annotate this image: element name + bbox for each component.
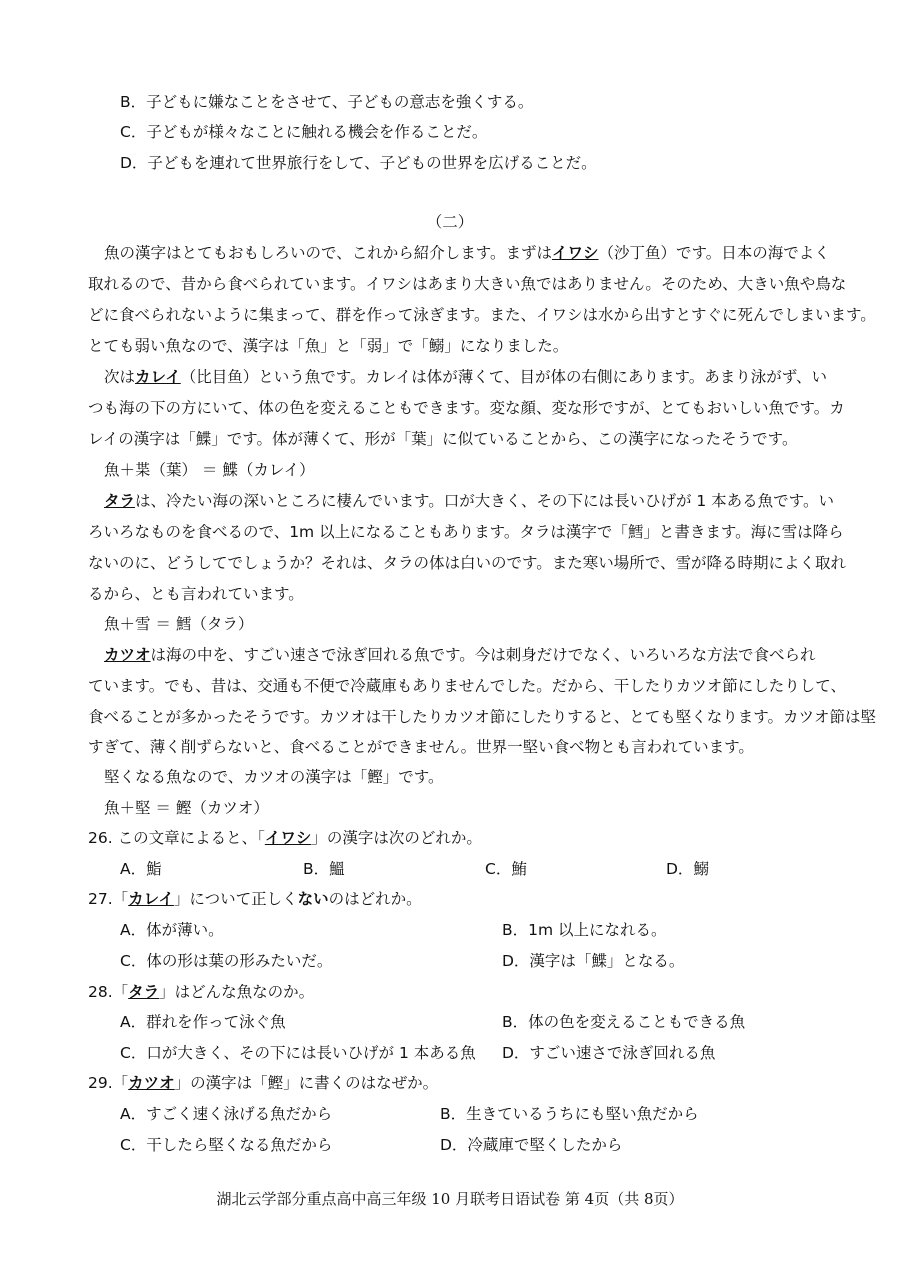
keyword-karei: カレイ <box>135 368 181 386</box>
passage-p4-line4: すぎて、薄く削ずらないと、食べることができません。世界一堅い食べ物とも言われています。 <box>88 738 754 756</box>
question-keyword: イワシ <box>264 829 312 847</box>
question-text: 」について正しく <box>173 890 298 908</box>
formula-katsuo: 魚＋堅 ＝ 鰹（カツオ） <box>104 799 269 817</box>
q28-option-c[interactable]: C．口が大きく、その下には長いひげが 1 本ある魚 <box>120 1044 476 1062</box>
page-footer: 湖北云学部分重点高中高三年级 10 月联考日语试卷 第 4页（共 8页） <box>216 1190 684 1208</box>
passage-text: は海の中を、すごい速さで泳ぎ回れる魚です。今は刺身だけでなく、いろいろな方法で食べられ <box>150 646 816 664</box>
passage-p4-line3: 食べることが多かったそうです。カツオは干したりカツオ節にしたりすると、とても堅くなります。カツオ節は堅 <box>88 708 877 726</box>
passage-p2-line3: レイの漢字は「鰈」です。体が薄くて、形が「葉」に似ていることから、この漢字になったそうです。 <box>88 430 798 448</box>
question-negation: ない <box>297 890 329 908</box>
passage-p4-line1 <box>104 645 815 665</box>
question-keyword: カレイ <box>128 890 174 908</box>
passage-p1-line4: とても弱い魚なので、漢字は「魚」と「弱」で「鰯」になりました。 <box>88 337 569 355</box>
question-29 <box>88 1073 438 1093</box>
q26-option-b[interactable]: B．鰮 <box>303 860 345 878</box>
question-text: 27.「 <box>88 890 129 908</box>
passage-p1-line1 <box>104 243 830 263</box>
question-keyword: カツオ <box>128 1074 175 1092</box>
section-title: （二） <box>426 213 474 231</box>
passage-p1-line3: どに食べられないように集まって、群を作って泳ぎます。また、イワシは水から出すとすぐに死んでしまいます。 <box>88 306 876 324</box>
prev-option-b: B．子どもに嫌なことをさせて、子どもの意志を強くする。 <box>120 93 534 111</box>
q28-option-d[interactable]: D．すごい速さで泳ぎ回れる魚 <box>502 1044 716 1062</box>
passage-p3-line1 <box>104 491 834 511</box>
q27-option-a[interactable]: A．体が薄い。 <box>120 921 224 939</box>
question-text: のはどれか。 <box>328 890 422 908</box>
passage-p3-line4: るから、とも言われています。 <box>88 585 304 603</box>
q29-option-c[interactable]: C．干したら堅くなる魚だから <box>120 1136 333 1154</box>
passage-text: 次は <box>104 368 136 386</box>
passage-p2-line1 <box>104 367 827 387</box>
q27-option-b[interactable]: B．1m 以上になれる。 <box>502 921 667 939</box>
q26-option-d[interactable]: D．鰯 <box>666 860 709 878</box>
q27-option-c[interactable]: C．体の形は葉の形みたいだ。 <box>120 952 333 970</box>
question-text: 28.「 <box>88 983 129 1001</box>
passage-p4-line2: ています。でも、昔は、交通も不便で冷蔵庫もありませんでした。だから、干したりカツオ節にしたりして、 <box>88 677 846 695</box>
keyword-katsuo: カツオ <box>104 646 151 664</box>
q26-option-c[interactable]: C．鮪 <box>485 860 527 878</box>
q29-option-a[interactable]: A．すごく速く泳げる魚だから <box>120 1105 333 1123</box>
passage-text: という魚です。カレイは体が薄くて、目が体の右側にあります。あまり泳がず、い <box>258 368 827 386</box>
passage-p2-line2: つも海の下の方にいて、体の色を変えることもできます。変な顔、変な形ですが、とてもおいしい魚です。カ <box>88 399 845 417</box>
keyword-tara: タラ <box>104 492 136 510</box>
formula-karei: 魚＋枼（葉） ＝ 鰈（カレイ） <box>104 461 315 479</box>
question-text: 29.「 <box>88 1074 129 1092</box>
prev-option-c: C．子どもが様々なことに触れる機会を作ることだ。 <box>120 123 488 141</box>
q26-option-a[interactable]: A．鮨 <box>120 860 162 878</box>
formula-tara: 魚＋雪 ＝ 鱈（タラ） <box>104 615 254 633</box>
q27-option-d[interactable]: D．漢字は「鰈」となる。 <box>502 952 685 970</box>
question-27 <box>88 889 422 909</box>
q28-option-a[interactable]: A．群れを作って泳ぐ魚 <box>120 1013 286 1031</box>
passage-text: 魚の漢字はとてもおもしろいので、これから紹介します。まずは <box>104 244 552 262</box>
passage-p3-line2: ろいろなものを食べるので、1m 以上になることもあります。タラは漢字で「鱈」と書きます。海に雪は降ら <box>88 523 844 541</box>
question-keyword: タラ <box>128 983 160 1001</box>
chinese-gloss: （沙丁鱼） <box>598 244 676 262</box>
prev-option-d: D．子どもを連れて世界旅行をして、子どもの世界を広げることだ。 <box>120 154 597 172</box>
question-26 <box>88 828 482 848</box>
passage-text: です。日本の海でよく <box>675 244 830 262</box>
question-text: 」の漢字は次のどれか。 <box>311 829 482 847</box>
chinese-gloss: （比目鱼） <box>180 368 259 386</box>
question-text: 26. この文章によると、「 <box>88 829 265 847</box>
passage-p1-line2: 取れるので、昔から食べられています。イワシはあまり大きい魚ではありません。そのため、大きい魚や鳥な <box>88 275 847 293</box>
passage-p3-line3: ないのに、どうしてでしょうか？それは、タラの体は白いのです。また寒い場所で、雪が降る時期によく取れ <box>88 554 846 572</box>
keyword-iwashi: イワシ <box>551 244 599 262</box>
question-text: 」の漢字は「鰹」に書くのはなぜか。 <box>174 1074 439 1092</box>
question-text: 」はどんな魚なのか。 <box>159 983 315 1001</box>
passage-p5: 堅くなる魚なので、カツオの漢字は「鰹」です。 <box>104 768 444 786</box>
q29-option-d[interactable]: D．冷蔵庫で堅くしたから <box>440 1136 623 1154</box>
passage-text: は、冷たい海の深いところに棲んでいます。口が大きく、その下には長いひげが 1 本ある魚です。い <box>135 492 834 510</box>
question-28 <box>88 982 314 1002</box>
q29-option-b[interactable]: B．生きているうちにも堅い魚だから <box>440 1105 699 1123</box>
q28-option-b[interactable]: B．体の色を変えることもできる魚 <box>502 1013 746 1031</box>
